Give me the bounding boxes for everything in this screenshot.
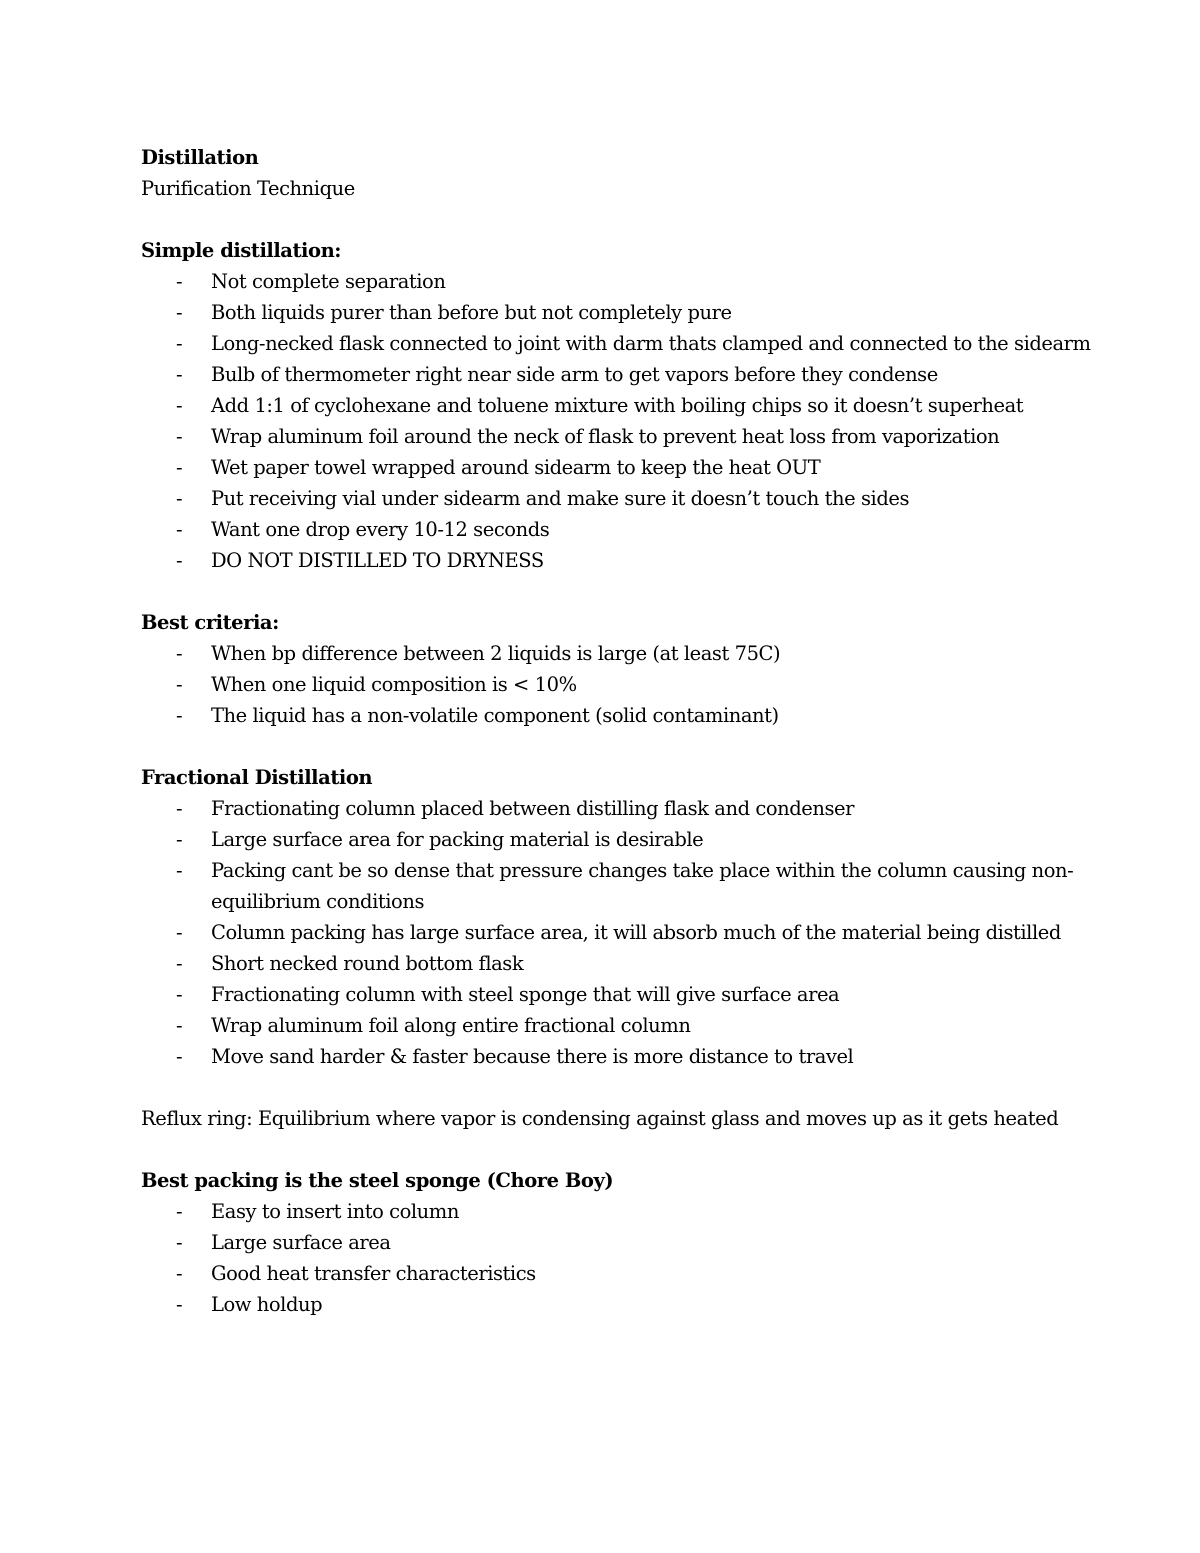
bullet-list — [141, 1196, 1101, 1320]
dash-bullet: - — [176, 456, 183, 479]
list-item — [141, 793, 1101, 824]
spacer — [141, 731, 1101, 762]
list-item-text: Short necked round bottom flask — [211, 952, 524, 975]
list-item-text: Fractionating column with steel sponge that will give surface area — [211, 983, 840, 1006]
dash-bullet: - — [176, 859, 183, 882]
list-item-text: Packing cant be so dense that pressure changes take place within the column causing non-equilibrium conditions — [211, 859, 1074, 913]
dash-bullet: - — [176, 983, 183, 1006]
document-subtitle: Purification Technique — [141, 177, 355, 200]
list-item-text: Large surface area for packing material is desirable — [211, 828, 704, 851]
list-item — [141, 855, 1101, 917]
list-item — [141, 669, 1101, 700]
dash-bullet: - — [176, 549, 183, 572]
list-item — [141, 297, 1101, 328]
dash-bullet: - — [176, 1014, 183, 1037]
dash-bullet: - — [176, 642, 183, 665]
section-heading: Simple distillation: — [141, 239, 342, 262]
dash-bullet: - — [176, 1045, 183, 1068]
list-item — [141, 638, 1101, 669]
section-simple-distillation — [141, 235, 1101, 576]
list-item-text: Wrap aluminum foil along entire fractional column — [211, 1014, 691, 1037]
list-item — [141, 514, 1101, 545]
dash-bullet: - — [176, 487, 183, 510]
list-item — [141, 328, 1101, 359]
list-item — [141, 1227, 1101, 1258]
list-item — [141, 545, 1101, 576]
list-item — [141, 1010, 1101, 1041]
dash-bullet: - — [176, 952, 183, 975]
reflux-ring-note: Reflux ring: Equilibrium where vapor is condensing against glass and moves up as it gets heated — [141, 1107, 1059, 1130]
spacer — [141, 576, 1101, 607]
dash-bullet: - — [176, 921, 183, 944]
list-item — [141, 452, 1101, 483]
list-item-text: The liquid has a non-volatile component (solid contaminant) — [211, 704, 779, 727]
list-item — [141, 1258, 1101, 1289]
dash-bullet: - — [176, 828, 183, 851]
spacer — [141, 1072, 1101, 1103]
list-item — [141, 266, 1101, 297]
dash-bullet: - — [176, 394, 183, 417]
section-best-criteria — [141, 607, 1101, 731]
list-item — [141, 359, 1101, 390]
list-item-text: Not complete separation — [211, 270, 446, 293]
bullet-list — [141, 266, 1101, 576]
section-best-packing — [141, 1165, 1101, 1320]
document-page — [141, 142, 1101, 1320]
list-item-text: When bp difference between 2 liquids is large (at least 75C) — [211, 642, 781, 665]
list-item-text: Put receiving vial under sidearm and make sure it doesn’t touch the sides — [211, 487, 910, 510]
dash-bullet: - — [176, 1200, 183, 1223]
list-item-text: Large surface area — [211, 1231, 391, 1254]
list-item-text: Column packing has large surface area, it will absorb much of the material being distilled — [211, 921, 1061, 944]
dash-bullet: - — [176, 301, 183, 324]
section-heading: Best packing is the steel sponge (Chore Boy) — [141, 1169, 614, 1192]
section-heading: Best criteria: — [141, 611, 279, 634]
dash-bullet: - — [176, 332, 183, 355]
section-fractional-distillation — [141, 762, 1101, 1072]
dash-bullet: - — [176, 425, 183, 448]
section-heading: Fractional Distillation — [141, 766, 373, 789]
list-item-text: Good heat transfer characteristics — [211, 1262, 536, 1285]
list-item-text: Low holdup — [211, 1293, 323, 1316]
dash-bullet: - — [176, 363, 183, 386]
list-item-text: Bulb of thermometer right near side arm to get vapors before they condense — [211, 363, 938, 386]
bullet-list — [141, 793, 1101, 1072]
list-item-text: Both liquids purer than before but not completely pure — [211, 301, 732, 324]
list-item — [141, 483, 1101, 514]
list-item-text: Move sand harder & faster because there is more distance to travel — [211, 1045, 854, 1068]
list-item — [141, 1196, 1101, 1227]
dash-bullet: - — [176, 518, 183, 541]
list-item-text: Wrap aluminum foil around the neck of flask to prevent heat loss from vaporization — [211, 425, 1000, 448]
dash-bullet: - — [176, 1293, 183, 1316]
list-item — [141, 421, 1101, 452]
list-item-text: Add 1:1 of cyclohexane and toluene mixture with boiling chips so it doesn’t superheat — [211, 394, 1024, 417]
list-item — [141, 1041, 1101, 1072]
dash-bullet: - — [176, 270, 183, 293]
dash-bullet: - — [176, 1262, 183, 1285]
list-item — [141, 948, 1101, 979]
dash-bullet: - — [176, 1231, 183, 1254]
list-item — [141, 390, 1101, 421]
list-item-text: Easy to insert into column — [211, 1200, 459, 1223]
list-item-text: DO NOT DISTILLED TO DRYNESS — [211, 549, 544, 572]
list-item — [141, 700, 1101, 731]
dash-bullet: - — [176, 673, 183, 696]
list-item — [141, 1289, 1101, 1320]
list-item-text: Want one drop every 10-12 seconds — [211, 518, 550, 541]
document-title: Distillation — [141, 146, 259, 169]
list-item-text: Wet paper towel wrapped around sidearm to keep the heat OUT — [211, 456, 821, 479]
spacer — [141, 204, 1101, 235]
list-item — [141, 917, 1101, 948]
dash-bullet: - — [176, 704, 183, 727]
list-item-text: Long-necked flask connected to joint with darm thats clamped and connected to the sidearm — [211, 332, 1091, 355]
list-item — [141, 824, 1101, 855]
list-item-text: Fractionating column placed between distilling flask and condenser — [211, 797, 854, 820]
spacer — [141, 1134, 1101, 1165]
list-item-text: When one liquid composition is < 10% — [211, 673, 577, 696]
dash-bullet: - — [176, 797, 183, 820]
list-item — [141, 979, 1101, 1010]
bullet-list — [141, 638, 1101, 731]
